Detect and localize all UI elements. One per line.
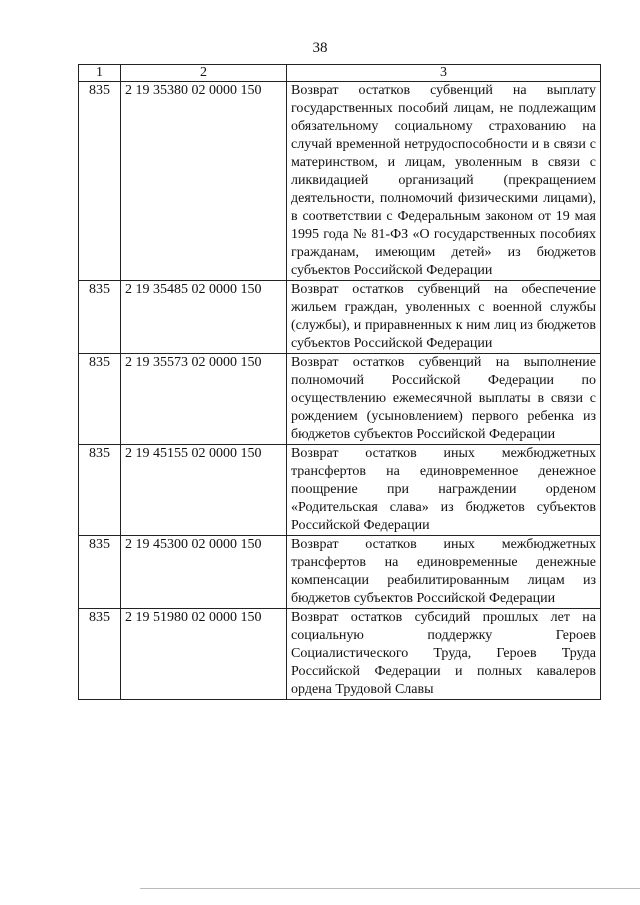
agency-code-cell: 835 bbox=[79, 445, 121, 536]
agency-code-cell: 835 bbox=[79, 82, 121, 281]
table-row bbox=[79, 445, 601, 536]
description-cell: Возврат остатков субвенций на обеспечение жильем граждан, уволенных с военной службы (службы), и приравненных к ним лиц из бюджетов субъектов Российской Федерации bbox=[287, 281, 601, 354]
budget-code-cell: 2 19 35573 02 0000 150 bbox=[121, 354, 287, 445]
budget-code-cell: 2 19 45300 02 0000 150 bbox=[121, 536, 287, 609]
description-cell: Возврат остатков субвенций на выплату государственных пособий лицам, не подлежащим обязательному социальному страхованию на случай временной нетрудоспособности и в связи с материнством, и лицам, уволенным в связи с ликвидацией организаций (прекращением деятельности, полномочий физическими лицами), в соответствии с Федеральным законом от 19 мая 1995 года № 81-ФЗ «О государственных пособиях гражданам, имеющим детей» из бюджетов субъектов Российской Федерации bbox=[287, 82, 601, 281]
budget-code-cell: 2 19 35380 02 0000 150 bbox=[121, 82, 287, 281]
page-number: 38 bbox=[312, 40, 328, 56]
column-header-2: 2 bbox=[121, 65, 287, 82]
table-row bbox=[79, 536, 601, 609]
agency-code-cell: 835 bbox=[79, 281, 121, 354]
table-row bbox=[79, 281, 601, 354]
agency-code-cell: 835 bbox=[79, 354, 121, 445]
column-header-1: 1 bbox=[79, 65, 121, 82]
description-cell: Возврат остатков субсидий прошлых лет на социальную поддержку Героев Социалистического Труда, Героев Труда Российской Федерации и полных кавалеров ордена Трудовой Славы bbox=[287, 609, 601, 700]
description-cell: Возврат остатков иных межбюджетных трансфертов на единовременные денежные компенсации реабилитированным лицам из бюджетов субъектов Российской Федерации bbox=[287, 536, 601, 609]
table-row bbox=[79, 354, 601, 445]
column-header-3: 3 bbox=[287, 65, 601, 82]
header-row bbox=[79, 65, 601, 82]
table-row bbox=[79, 609, 601, 700]
agency-code-cell: 835 bbox=[79, 536, 121, 609]
budget-codes-table bbox=[78, 64, 601, 700]
agency-code-cell: 835 bbox=[79, 609, 121, 700]
budget-code-cell: 2 19 45155 02 0000 150 bbox=[121, 445, 287, 536]
budget-code-cell: 2 19 35485 02 0000 150 bbox=[121, 281, 287, 354]
description-cell: Возврат остатков субвенций на выполнение полномочий Российской Федерации по осуществлению ежемесячной выплаты в связи с рождением (усыновлением) первого ребенка из бюджетов субъектов Российской Федерации bbox=[287, 354, 601, 445]
description-cell: Возврат остатков иных межбюджетных трансфертов на единовременное денежное поощрение при награждении орденом «Родительская слава» из бюджетов субъектов Российской Федерации bbox=[287, 445, 601, 536]
budget-code-cell: 2 19 51980 02 0000 150 bbox=[121, 609, 287, 700]
table-row bbox=[79, 82, 601, 281]
scan-edge-line bbox=[140, 888, 640, 889]
